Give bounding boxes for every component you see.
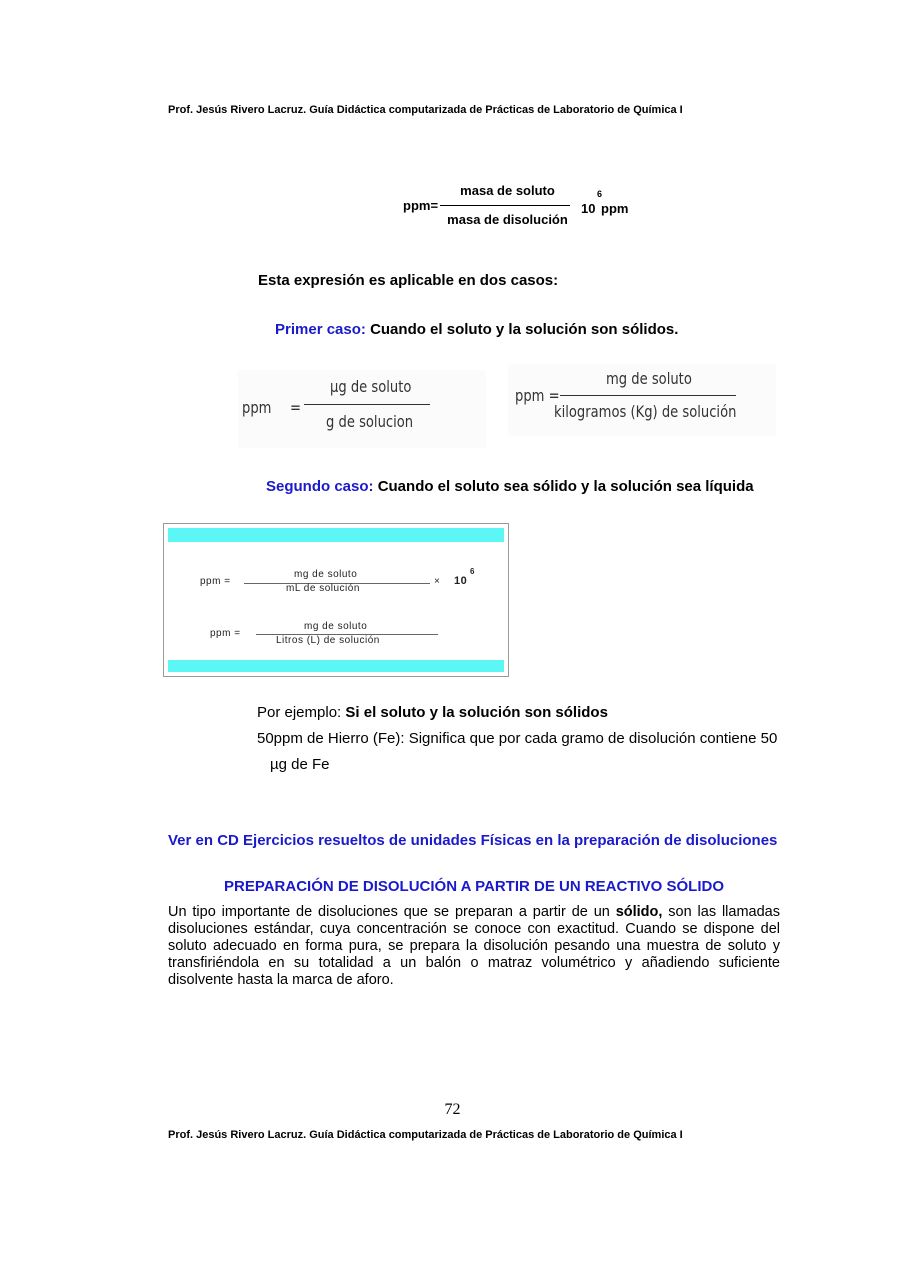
cyan-bar-top bbox=[168, 528, 504, 542]
formula-denominator: g de solucion bbox=[326, 412, 414, 431]
case1-heading bbox=[275, 321, 678, 338]
formula-exponent: 6 bbox=[597, 189, 603, 199]
formula-lhs: ppm = bbox=[515, 386, 560, 405]
formula-ppm-mg-l bbox=[208, 620, 448, 650]
formula-ppm-mg-ml bbox=[198, 566, 488, 596]
case1-text: Cuando el soluto y la solución son sólidos. bbox=[370, 321, 679, 338]
page-footer: Prof. Jesús Rivero Lacruz. Guía Didáctica computarizada de Prácticas de Laboratorio de Química I bbox=[168, 1129, 683, 1141]
formula-numerator: mg de soluto bbox=[294, 569, 358, 580]
case1-label: Primer caso: bbox=[275, 321, 366, 338]
page-header: Prof. Jesús Rivero Lacruz. Guía Didáctica computarizada de Prácticas de Laboratorio de Química I bbox=[168, 104, 683, 116]
formula-numerator: µg de soluto bbox=[330, 377, 412, 396]
formula-unit: ppm bbox=[601, 201, 629, 216]
formula-times: × bbox=[434, 576, 441, 587]
intro-text: Esta expresión es aplicable en dos casos: bbox=[258, 272, 559, 289]
formula-lhs: ppm bbox=[242, 398, 272, 417]
example-line2: µg de Fe bbox=[270, 756, 330, 773]
formula-numerator: mg de soluto bbox=[304, 621, 368, 632]
paragraph-bold: sólido, bbox=[615, 904, 663, 920]
example-bold: Si el soluto y la solución son sólidos bbox=[345, 704, 608, 721]
paragraph-before: Un tipo importante de disoluciones que se preparan a partir de un bbox=[168, 904, 616, 920]
section-title: PREPARACIÓN DE DISOLUCIÓN A PARTIR DE UN REACTIVO SÓLIDO bbox=[223, 878, 725, 895]
formula-denominator: mL de solución bbox=[286, 583, 360, 594]
formula-lhs: ppm= bbox=[403, 198, 439, 213]
formula-ppm-mg-kg bbox=[508, 364, 776, 436]
body-paragraph bbox=[168, 904, 780, 989]
formula-exponent: 6 bbox=[470, 567, 475, 576]
formula-ppm-ug-g bbox=[238, 370, 486, 448]
example-heading bbox=[257, 704, 608, 721]
formula-lhs: ppm = bbox=[210, 628, 241, 639]
formula-denominator: Litros (L) de solución bbox=[276, 635, 380, 646]
example-line1: 50ppm de Hierro (Fe): Significa que por cada gramo de disolución contiene 50 bbox=[257, 730, 778, 747]
paragraph-after: son las llamadas disoluciones estándar, cuya concentración se conoce con exactitud. Cuando se dispone del soluto adecuado en forma pura, se prepara la disolución pesando una muestra de soluto y transfiriéndola en su totalidad a un balón o matraz volumétrico y añadiendo suficiente disolvente hasta la marca de aforo. bbox=[168, 904, 780, 988]
formula-factor: 10 bbox=[454, 575, 468, 587]
fraction-line bbox=[440, 205, 570, 206]
formula-lhs: ppm = bbox=[200, 576, 231, 587]
formula-denominator: kilogramos (Kg) de solución bbox=[554, 402, 737, 421]
formula-denominator: masa de disolución bbox=[447, 212, 568, 227]
formula-box-liquid bbox=[163, 523, 509, 677]
formula-numerator: masa de soluto bbox=[460, 183, 555, 198]
case2-text: Cuando el soluto sea sólido y la solución sea líquida bbox=[377, 478, 754, 495]
cd-exercises-link: Ver en CD Ejercicios resueltos de unidades Físicas en la preparación de disoluciones bbox=[168, 832, 778, 849]
case2-heading bbox=[266, 478, 754, 495]
page-number: 72 bbox=[444, 1101, 461, 1118]
formula-ppm-main bbox=[400, 180, 640, 230]
fraction-line bbox=[560, 395, 736, 396]
formula-numerator: mg de soluto bbox=[606, 369, 692, 388]
example-prefix: Por ejemplo: bbox=[257, 704, 342, 721]
cyan-bar-bottom bbox=[168, 660, 504, 672]
case2-label: Segundo caso: bbox=[266, 478, 374, 495]
formula-factor: 10 bbox=[581, 201, 596, 216]
fraction-line bbox=[304, 404, 430, 405]
formula-eq: = bbox=[290, 398, 301, 417]
